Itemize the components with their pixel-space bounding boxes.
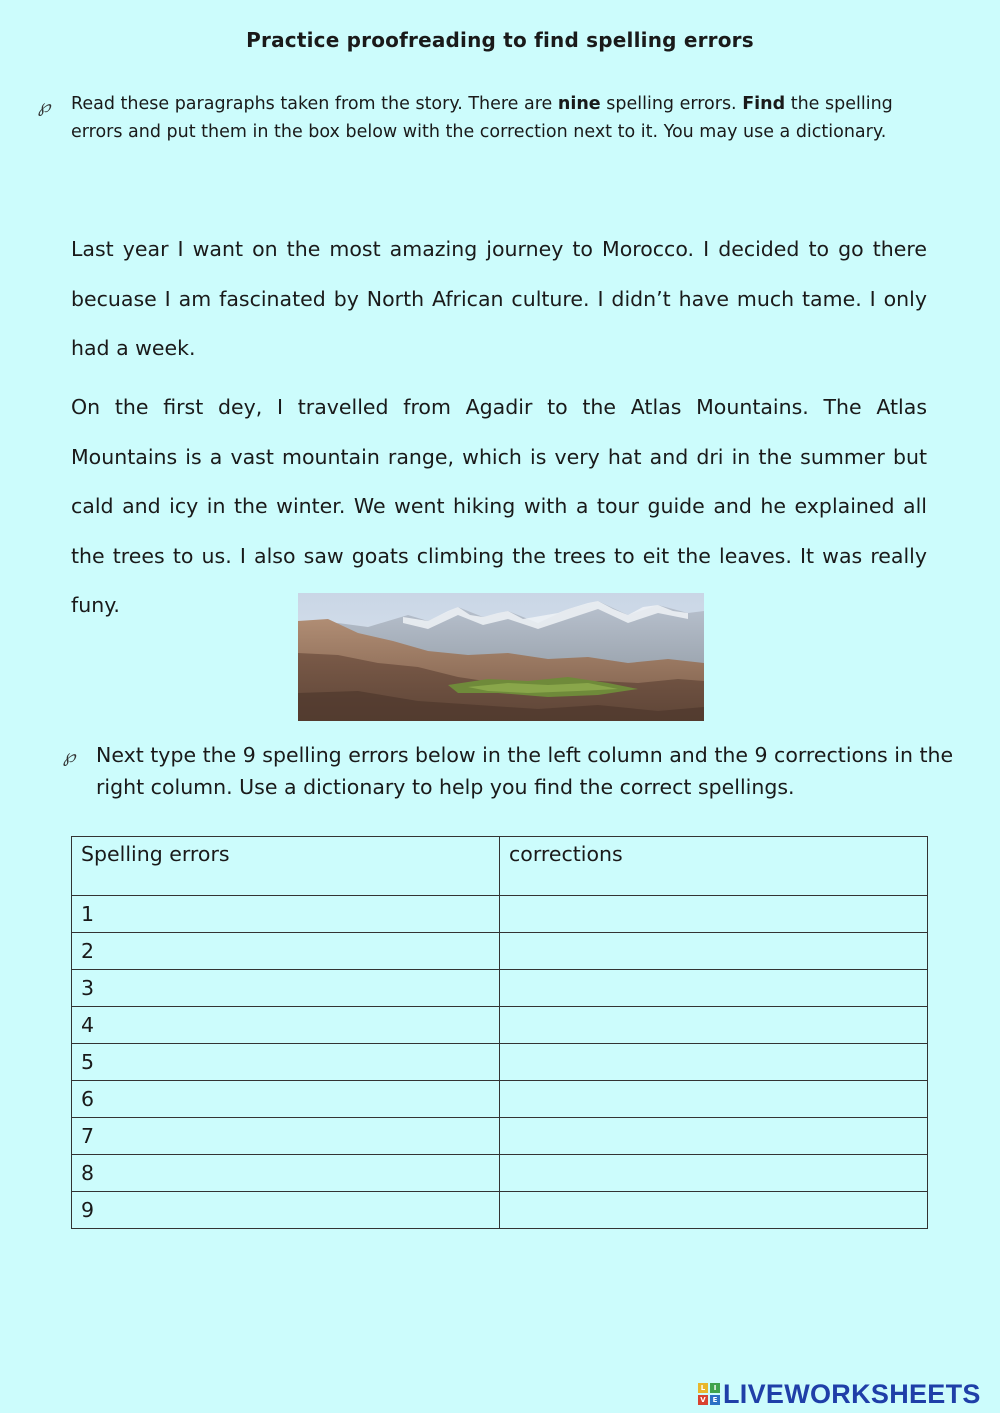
liveworksheets-brand[interactable] [698, 1378, 981, 1410]
correction-cell[interactable] [500, 1081, 928, 1118]
error-cell[interactable] [72, 1081, 500, 1118]
row-number: 3 [81, 976, 95, 1000]
instruction-2-text: Next type the 9 spelling errors below in the left column and the 9 corrections in the right column. Use a dictionary to help you find the correct spellings. [96, 743, 954, 799]
brand-name: LIVEWORKSHEETS [723, 1378, 981, 1409]
correction-cell[interactable] [500, 1155, 928, 1192]
table-row [72, 1081, 928, 1118]
spelling-errors-table [71, 836, 928, 1229]
instruction-bold-find: Find [742, 94, 786, 114]
curly-bullet-icon: ℘ [63, 746, 76, 767]
correction-cell[interactable] [500, 933, 928, 970]
error-cell[interactable] [72, 1192, 500, 1229]
error-cell[interactable] [72, 1155, 500, 1192]
row-number: 5 [81, 1050, 95, 1074]
instruction-bold-nine: nine [557, 94, 601, 114]
correction-cell[interactable] [500, 1007, 928, 1044]
atlas-mountains-photo [298, 593, 704, 721]
correction-cell[interactable] [500, 970, 928, 1007]
row-number: 8 [81, 1161, 95, 1185]
correction-cell[interactable] [500, 1192, 928, 1229]
table-row [72, 1118, 928, 1155]
error-cell[interactable] [72, 896, 500, 933]
row-number: 7 [81, 1124, 95, 1148]
table-row [72, 1044, 928, 1081]
correction-cell[interactable] [500, 1118, 928, 1155]
worksheet-title: Practice proofreading to find spelling errors [246, 28, 754, 52]
table-row [72, 970, 928, 1007]
error-cell[interactable] [72, 1118, 500, 1155]
instruction-part2: spelling errors. [600, 94, 743, 114]
row-number: 2 [81, 939, 95, 963]
table-row [72, 896, 928, 933]
liveworksheets-logo-icon: L I V E [698, 1383, 720, 1405]
story-paragraph-1: Last year I want on the most amazing journey to Morocco. I decided to go there becuase I am fascinated by North African culture. I didn’t have much tame. I only had a week. [71, 237, 927, 360]
correction-cell[interactable] [500, 1044, 928, 1081]
error-cell[interactable] [72, 1007, 500, 1044]
table-row [72, 1007, 928, 1044]
row-number: 9 [81, 1198, 95, 1222]
row-number: 1 [81, 902, 95, 926]
curly-bullet-icon: ℘ [38, 96, 51, 117]
error-cell[interactable] [72, 1044, 500, 1081]
table-row [72, 933, 928, 970]
instruction-part3: the spelling errors and put them in the box below with the correction next to it. You may use a dictionary. [71, 94, 893, 142]
correction-cell[interactable] [500, 896, 928, 933]
row-number: 4 [81, 1013, 95, 1037]
row-number: 6 [81, 1087, 95, 1111]
instruction-text [71, 90, 931, 146]
error-cell[interactable] [72, 970, 500, 1007]
story-paragraph-2: On the first dey, I travelled from Agadir to the Atlas Mountains. The Atlas Mountains is a vast mountain range, which is very hat and dri in the summer but cald and icy in the winter. We went hiking with a tour guide and he explained all the trees to us. I also saw goats climbing the trees to eit the leaves. It was really funy. [71, 395, 927, 617]
table-row [72, 1192, 928, 1229]
header-spelling-errors: Spelling errors [72, 837, 500, 896]
table-row [72, 1155, 928, 1192]
header-corrections: corrections [500, 837, 928, 896]
error-cell[interactable] [72, 933, 500, 970]
instruction-part1: Read these paragraphs taken from the story. There are [71, 94, 558, 114]
table-header-row [72, 837, 928, 896]
